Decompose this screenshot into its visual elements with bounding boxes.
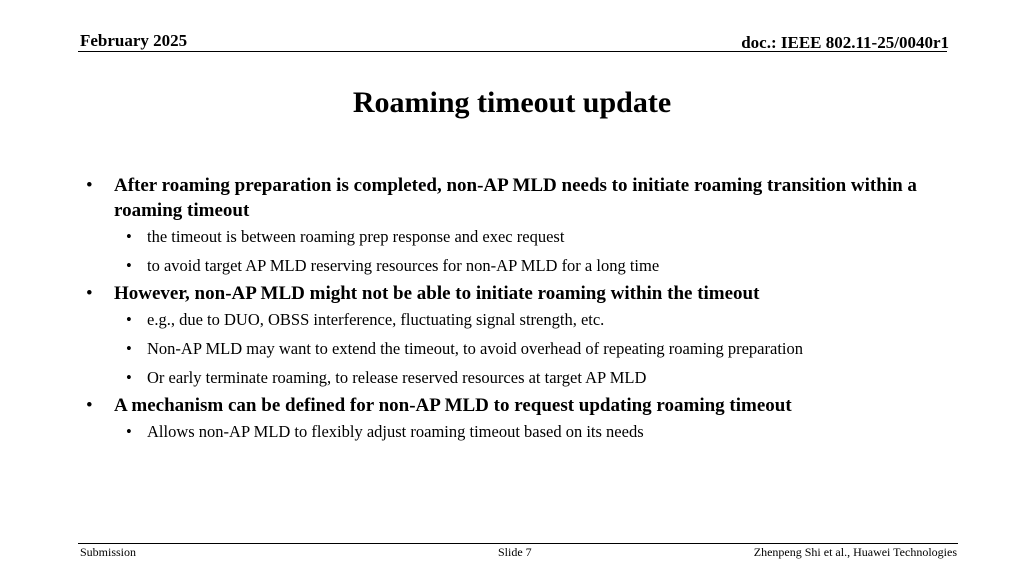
bullet-text: After roaming preparation is completed, non-AP MLD needs to initiate roaming transition within a roaming timeout	[114, 175, 917, 221]
bullet-icon: •	[86, 283, 93, 304]
bullet-item	[84, 393, 954, 443]
sub-bullet-text: to avoid target AP MLD reserving resources for non-AP MLD for a long time	[147, 256, 660, 275]
slide-title: Roaming timeout update	[352, 86, 672, 119]
sub-bullet-icon: •	[126, 256, 132, 275]
header-date: February 2025	[80, 31, 188, 50]
sub-bullet-item	[114, 421, 954, 443]
sub-bullet-item	[114, 309, 954, 331]
bullet-item	[84, 173, 954, 277]
sub-bullet-list	[114, 421, 954, 443]
sub-bullet-text: the timeout is between roaming prep response and exec request	[147, 227, 565, 246]
bullet-text: However, non-AP MLD might not be able to initiate roaming within the timeout	[114, 283, 760, 304]
header-document-id: doc.: IEEE 802.11-25/0040r1	[741, 33, 949, 52]
sub-bullet-icon: •	[126, 339, 132, 358]
bullet-list	[84, 173, 954, 443]
sub-bullet-item	[114, 226, 954, 248]
sub-bullet-list	[114, 309, 954, 389]
footer-divider	[78, 543, 958, 544]
sub-bullet-text: e.g., due to DUO, OBSS interference, fluctuating signal strength, etc.	[147, 310, 605, 329]
sub-bullet-text: Allows non-AP MLD to flexibly adjust roaming timeout based on its needs	[147, 422, 644, 441]
bullet-item	[84, 281, 954, 389]
sub-bullet-icon: •	[126, 310, 132, 329]
bullet-text: A mechanism can be defined for non-AP MLD to request updating roaming timeout	[114, 395, 792, 416]
sub-bullet-list	[114, 226, 954, 277]
footer-slide-number: Slide 7	[498, 545, 532, 559]
bullet-icon: •	[86, 395, 93, 416]
sub-bullet-item	[114, 255, 954, 277]
sub-bullet-item	[114, 338, 954, 360]
sub-bullet-icon: •	[126, 227, 132, 246]
sub-bullet-item	[114, 367, 954, 389]
bullet-icon: •	[86, 175, 93, 196]
sub-bullet-icon: •	[126, 422, 132, 441]
footer-authors: Zhenpeng Shi et al., Huawei Technologies	[753, 545, 957, 559]
sub-bullet-text: Non-AP MLD may want to extend the timeout, to avoid overhead of repeating roaming preparation	[147, 339, 803, 358]
sub-bullet-text: Or early terminate roaming, to release reserved resources at target AP MLD	[147, 368, 647, 387]
footer-submission: Submission	[80, 545, 137, 559]
header-divider	[78, 51, 947, 52]
sub-bullet-icon: •	[126, 368, 132, 387]
